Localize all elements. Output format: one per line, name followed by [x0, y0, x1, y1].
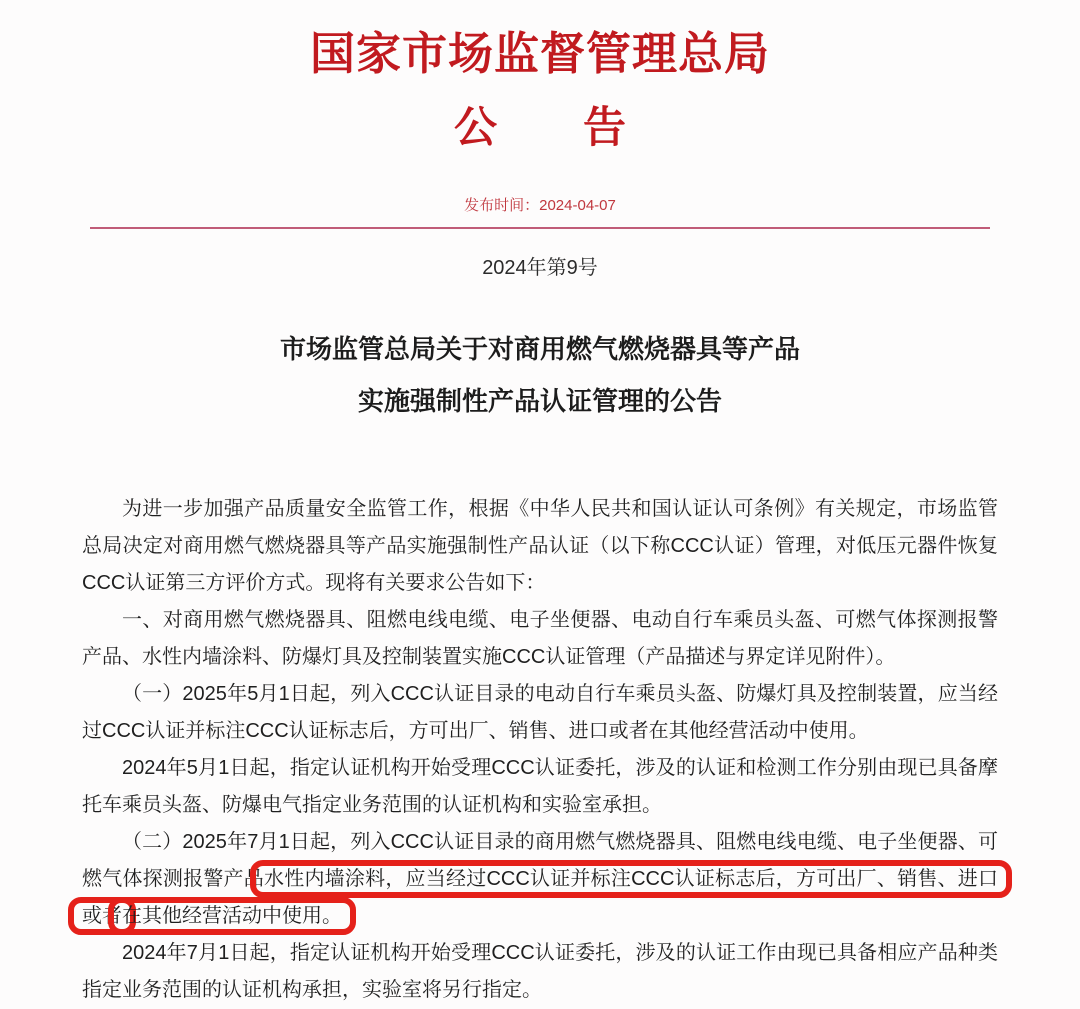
paragraph-text: （二）2025年7月1日起，列入CCC认证目录的商用燃气燃烧器具、阻燃电线电缆、电子坐便器、可燃气体探测报警产品: [82, 831, 998, 891]
paragraph-text: 2024年7月1日起，指定认证机构开始受理CCC认证委托，涉及的认证工作由现已具备相应产品种类指定业务范围的认证机构承担，实验室将另行指定。: [82, 942, 998, 1002]
body-paragraph: [82, 676, 998, 750]
body-paragraph: [82, 602, 998, 676]
body-paragraph: [82, 824, 998, 935]
paragraph-text: 一、对商用燃气燃烧器具、阻燃电线电缆、电子坐便器、电动自行车乘员头盔、可燃气体探测报警产品、水性内墙涂料、防爆灯具及控制装置实施CCC认证管理（产品描述与界定详见附件）。: [82, 609, 998, 669]
body-paragraph: [82, 491, 998, 602]
subtitle-line-2: 实施强制性产品认证管理的公告: [357, 386, 722, 417]
divider-line: [90, 227, 990, 229]
paragraph-text: 2024年5月1日起，指定认证机构开始受理CCC认证委托，涉及的认证和检测工作分别由现已具备摩托车乘员头盔、防爆电气指定业务范围的认证机构和实验室承担。: [82, 757, 998, 817]
document-subtitle: [0, 323, 1080, 427]
agency-title: 国家市场监督管理总局: [309, 28, 770, 79]
highlight-box: 水性内墙涂料，应当经过CCC认证并标注CCC认证标志后，方可出厂、销售、进口或者: [68, 860, 1012, 935]
publish-time: 发布时间：2024-04-07: [464, 197, 616, 215]
announcement-title: 公 告: [454, 103, 626, 152]
paragraph-text: （一）2025年5月1日起，列入CCC认证目录的电动自行车乘员头盔、防爆灯具及控制装置，应当经过CCC认证并标注CCC认证标志后，方可出厂、销售、进口或者在其他经营活动中使用。: [82, 683, 998, 743]
body-paragraph: [82, 750, 998, 824]
paragraph-text: 为进一步加强产品质量安全监管工作，根据《中华人民共和国认证认可条例》有关规定，市场监管总局决定对商用燃气燃烧器具等产品实施强制性产品认证（以下称CCC认证）管理，对低压元器件恢复CCC认证第三方评价方式。现将有关要求公告如下：: [82, 498, 998, 595]
highlight-box: 在其他经营活动中使用。: [108, 897, 356, 935]
document-body: [82, 491, 998, 1009]
body-paragraph: [82, 935, 998, 1009]
subtitle-line-1: 市场监管总局关于对商用燃气燃烧器具等产品: [279, 334, 800, 365]
document-number: 2024年第9号: [482, 257, 598, 280]
